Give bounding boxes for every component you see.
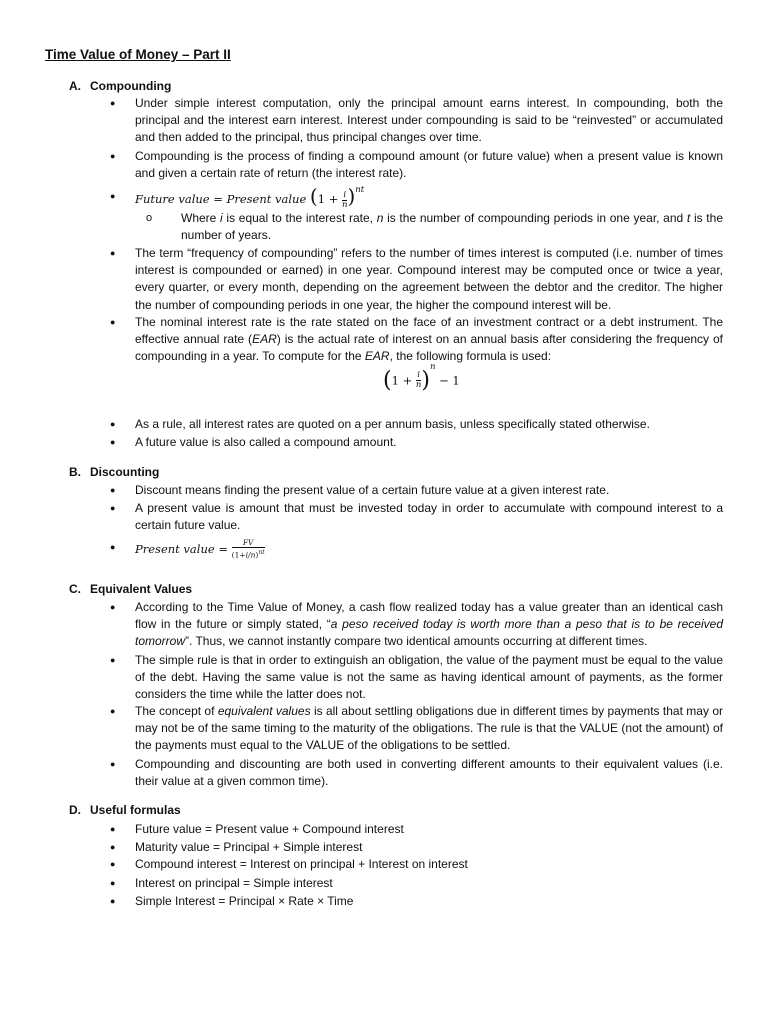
bullet-icon: ●	[110, 191, 116, 201]
pv-numerator: FV	[232, 538, 265, 548]
pv-lhs: Present value	[135, 542, 215, 556]
fv-numerator: i	[343, 189, 347, 200]
ear-one-plus: 1 +	[391, 373, 413, 388]
ear-denominator: n	[415, 380, 422, 390]
list-item-text: Compounding and discounting are both used in converting different amounts to their equivalent values (i.e. their value at a given common time).	[135, 757, 723, 789]
bullet-icon: ●	[110, 824, 116, 834]
list-item-text: Discount means finding the present value of a certain future value at a given interest rate.	[135, 483, 610, 497]
section-b-letter: B.	[69, 465, 81, 479]
list-item	[110, 500, 723, 534]
section-b-title: Discounting	[90, 465, 160, 479]
where-text: Where i is equal to the interest rate, n is the number of compounding periods in one year, and t is the number of years.	[181, 211, 723, 243]
section-c-letter: C.	[69, 582, 81, 596]
list-item-text: Maturity value = Principal + Simple interest	[135, 840, 363, 854]
fv-denominator: n	[342, 199, 348, 210]
bullet-icon: ●	[110, 248, 116, 258]
bullet-icon: ●	[110, 655, 116, 665]
fv-paren-close: )	[347, 184, 356, 208]
section-a-heading	[69, 79, 171, 93]
list-item	[110, 652, 723, 704]
bullet-icon: ●	[110, 706, 116, 716]
list-item	[110, 148, 723, 182]
bullet-icon: ●	[110, 437, 116, 447]
fv-rhs: Present value	[226, 192, 307, 206]
bullet-icon: ●	[110, 842, 116, 852]
section-d-letter: D.	[69, 803, 81, 817]
list-item	[110, 599, 723, 651]
bullet-icon: ●	[110, 896, 116, 906]
ear-formula	[383, 361, 473, 404]
bullet-icon: ●	[110, 759, 116, 769]
section-a-letter: A.	[69, 79, 81, 93]
list-item-text: The concept of equivalent values is all about settling obligations due in different times by payments that may or may not be of the same timing to the maturity of the obligations. The rule is that the VALUE (not the amount) of the payments must equal to the VALUE of the obligations to be settled.	[135, 704, 723, 753]
ear-numerator: i	[417, 370, 420, 380]
ear-paren-open: (	[383, 368, 392, 393]
list-item-text: The simple rule is that in order to extinguish an obligation, the value of the payment must be equal to the value of the debt. Having the same value is not the same as having identical amount of payments, as the former considers the time while the latter does not.	[135, 653, 723, 702]
list-item-text: Under simple interest computation, only the principal amount earns interest. In compounding, both the principal and the interest earn interest. Interest under compounding is said to be “reinvested” or accumulated and then added to the principal, thus principal changes over time.	[135, 96, 723, 145]
bullet-icon: ●	[110, 317, 116, 327]
present-value-formula	[135, 533, 723, 564]
list-item	[110, 893, 723, 910]
list-item	[110, 434, 723, 451]
fv-lhs: Future value	[135, 192, 210, 206]
bullet-icon: ●	[110, 98, 116, 108]
list-item-text: According to the Time Value of Money, a cash flow realized today has a value greater than an identical cash flow in the future or simply stated, “a peso received today is worth more than a peso that is to be received tomorrow”. Thus, we cannot instantly compare two identical amounts occurring at different times.	[135, 600, 723, 649]
list-item	[110, 95, 723, 147]
list-item	[110, 839, 723, 856]
pv-denominator: $(1+i/n)^{nt}$	[231, 549, 265, 560]
hollow-bullet-icon: o	[146, 212, 153, 224]
ear-paren-close: )	[421, 368, 430, 393]
list-item	[110, 314, 723, 366]
list-item-text: Simple Interest = Principal × Rate × Time	[135, 894, 354, 908]
list-item-formula	[110, 533, 723, 564]
list-item	[110, 875, 723, 892]
list-item-text: Future value = Present value + Compound interest	[135, 822, 404, 836]
bullet-icon: ●	[110, 151, 116, 161]
pv-equals: =	[218, 542, 228, 556]
bullet-icon: ●	[110, 878, 116, 888]
bullet-icon: ●	[110, 485, 116, 495]
bullet-icon: ●	[110, 602, 116, 612]
section-c-title: Equivalent Values	[90, 582, 193, 596]
list-item-text: A present value is amount that must be invested today in order to accumulate with compound interest to a certain future value.	[135, 501, 723, 533]
fv-equals: =	[213, 192, 223, 206]
page-title: Time Value of Money – Part II	[45, 47, 231, 62]
ear-minus-one: − 1	[439, 373, 460, 388]
section-b-heading	[69, 465, 159, 479]
section-c-heading	[69, 582, 192, 596]
list-item	[110, 703, 723, 755]
section-d-title: Useful formulas	[90, 803, 181, 817]
bullet-icon: ●	[110, 542, 116, 552]
fv-one-plus: 1 +	[317, 192, 339, 206]
list-item-text: As a rule, all interest rates are quoted on a per annum basis, unless specifically stated otherwise.	[135, 417, 650, 431]
fv-exponent: nt	[355, 185, 365, 196]
list-item	[110, 245, 723, 314]
list-item	[110, 416, 723, 433]
list-item-text: Compounding is the process of finding a compound amount (or future value) when a present value is known and given a certain rate of return (the interest rate).	[135, 149, 723, 181]
nominal-rate-text: The nominal interest rate is the rate stated on the face of an investment contract or a debt instrument. The effective annual rate (EAR) is the actual rate of interest on an annual basis after considering the frequency of compounding in a year. To compute for the EAR, the following formula is used:	[135, 315, 724, 364]
list-item-text: Interest on principal = Simple interest	[135, 876, 333, 890]
sub-list-item	[146, 210, 723, 244]
fv-paren-open: (	[309, 184, 318, 208]
list-item	[110, 482, 723, 499]
pv-fraction	[232, 538, 265, 560]
list-item	[110, 821, 723, 838]
bullet-icon: ●	[110, 859, 116, 869]
list-item	[110, 856, 723, 873]
list-item-text: The term “frequency of compounding” refers to the number of times interest is computed (i.e. number of times interest is compounded or earned) in one year. Compound interest may be computed once or twice a year, every quarter, or every month, depending on the agreement between the debtor and the creditor. The higher the number of compounding periods in one year, the higher the compound interest will be.	[135, 246, 723, 312]
list-item-text: Compound interest = Interest on principal + Interest on interest	[135, 857, 468, 871]
ear-exponent: n	[429, 361, 436, 372]
list-item	[110, 756, 723, 790]
section-d-heading	[69, 803, 181, 817]
bullet-icon: ●	[110, 503, 116, 513]
bullet-icon: ●	[110, 419, 116, 429]
list-item-text: A future value is also called a compound amount.	[135, 435, 397, 449]
section-a-title: Compounding	[90, 79, 172, 93]
